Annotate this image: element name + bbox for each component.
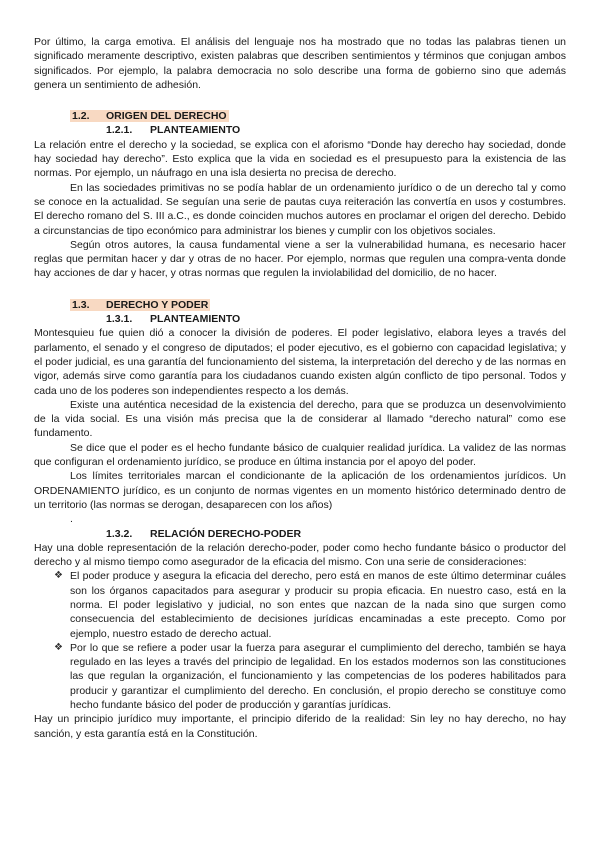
list-item-text: Por lo que se refiere a poder usar la fuerza para asegurar el cumplimiento del derecho, también se haya regulado en las leyes a través del principio de legalidad. En los estados modernos son las constituciones las que regulan la organización, el funcionamiento y las competencias de los poderes habilitados para producir y garantizar el cumplimiento del derecho. En conclusión, el propio derecho se constituye como hecho fundante básico del poder de producción y garantías jurídicas. xyxy=(70,641,566,712)
subsection-number: 1.2.1. xyxy=(106,124,133,137)
subsection-title: RELACIÓN DERECHO-PODER xyxy=(150,527,302,540)
closing-paragraph: Hay un principio jurídico muy importante, el principio diferido de la realidad: Sin ley no hay derecho, no hay sanción, y esta garantía está en la Constitución. xyxy=(34,713,566,740)
paragraph: Montesquieu fue quien dió a conocer la división de poderes. El poder legislativo, elabora leyes a través del parlamento, el senado y el congreso de diputados; el poder ejecutivo, es el gobierno con capacidad legislativa; y el poder judicial, es una garantía del funcionamiento del sistema, la interpretación del derecho y de las normas en vigor, además sirve como garantía para los ciudadanos cuando existen algún conflicto de tipo personal. Todos y cada uno de los poderes son independientes respecto a los demás. xyxy=(34,327,566,397)
subsection-title: PLANTEAMIENTO xyxy=(150,313,241,326)
diamond-bullet-icon: ❖ xyxy=(54,641,63,653)
subsection-heading-1-3-1 xyxy=(106,312,566,326)
diamond-bullet-icon: ❖ xyxy=(54,570,63,582)
subsection-number: 1.3.2. xyxy=(106,527,133,540)
paragraph: Según otros autores, la causa fundamental viene a ser la vulnerabilidad humana, es necesario hacer reglas que permitan hacer y dar y otras de no hacer. Por ejemplo, normas que regulen una compra-venta donde hay acciones de dar y hacer, y otras normas que regulen la inviolabilidad del domicilio, de no hacer. xyxy=(34,238,566,280)
intro-paragraph: Por último, la carga emotiva. El análisis del lenguaje nos ha mostrado que no todas las palabras tienen un significado meramente descriptivo, existen palabras que describen sentimientos y términos que conjugan ambos significados. Por ejemplo, la palabra democracia no solo describe una forma de gobierno sino que además genera un sentimiento de adhesión. xyxy=(34,36,566,91)
paragraph: Hay una doble representación de la relación derecho-poder, poder como hecho fundante básico o productor del derecho y al mismo tiempo como asegurador de la eficacia del mismo. Con una serie de consideraciones: xyxy=(34,541,566,569)
section-heading-1-2 xyxy=(70,109,566,123)
paragraph: Se dice que el poder es el hecho fundante básico de cualquier realidad jurídica. La validez de las normas que configuran el ordenamiento jurídico, se produce en última instancia por el apoyo del poder. xyxy=(34,441,566,469)
paragraph: En las sociedades primitivas no se podía hablar de un ordenamiento jurídico o de un derecho tal y como se conoce en la actualidad. Se seguían una serie de pautas cuya reiteración las convertía en usos y costumbres. El derecho romano del S. III a.C., es donde coinciden muchos autores en proclamar el origen del derecho. Debido a circunstancias de tipo económico para administrar los bienes y cumplir con los objetivos sociales. xyxy=(34,181,566,237)
subsection-heading-1-2-1 xyxy=(106,123,566,137)
paragraph: Los límites territoriales marcan el condicionante de la aplicación de los ordenamientos jurídicos. Un ORDENAMIENTO jurídico, es un conjunto de normas vigentes en un momento histórico determinado dentro de un territorio (las normas se derogan, desaparecen con los años) xyxy=(34,470,566,511)
list-item-text: El poder produce y asegura la eficacia del derecho, pero está en manos de este último determinar cuáles son los órganos capacitados para asegurar y producir su propia eficacia. En nuestro caso, está en la norma. El poder legislativo y judicial, no son entes que nazcan de la nada sino que surgen como consecuencia del establecimiento de decisiones jurídicas encaminadas a este precepto. Como por ejemplo, nuestro estado de derecho actual. xyxy=(70,570,566,640)
subsection-heading-1-3-2 xyxy=(106,527,566,541)
bullet-list xyxy=(34,569,566,712)
stray-dot: . xyxy=(70,513,73,526)
document-page xyxy=(34,35,566,741)
section-heading-1-3 xyxy=(70,298,566,312)
list-item xyxy=(34,641,566,712)
section-title: ORIGEN DEL DERECHO xyxy=(106,110,227,123)
paragraph: La relación entre el derecho y la sociedad, se explica con el aforismo “Donde hay derecho hay sociedad, donde hay sociedad hay derecho”. Esto explica que la vida en sociedad es el presupuesto para la existencia de las normas. Por ejemplo, un náufrago en una isla desierta no precisa de derecho. xyxy=(34,138,566,180)
section-title: DERECHO Y PODER xyxy=(106,298,209,311)
subsection-title: PLANTEAMIENTO xyxy=(150,124,241,137)
paragraph: Existe una auténtica necesidad de la existencia del derecho, para que se produzca un desenvolvimiento de la vida social. Es una visión más precisa que la de considerar al llamado “derecho natural” como ese fundamento. xyxy=(34,398,566,440)
section-number: 1.3. xyxy=(72,298,90,311)
subsection-number: 1.3.1. xyxy=(106,313,133,326)
list-item xyxy=(34,569,566,640)
section-number: 1.2. xyxy=(72,110,90,123)
